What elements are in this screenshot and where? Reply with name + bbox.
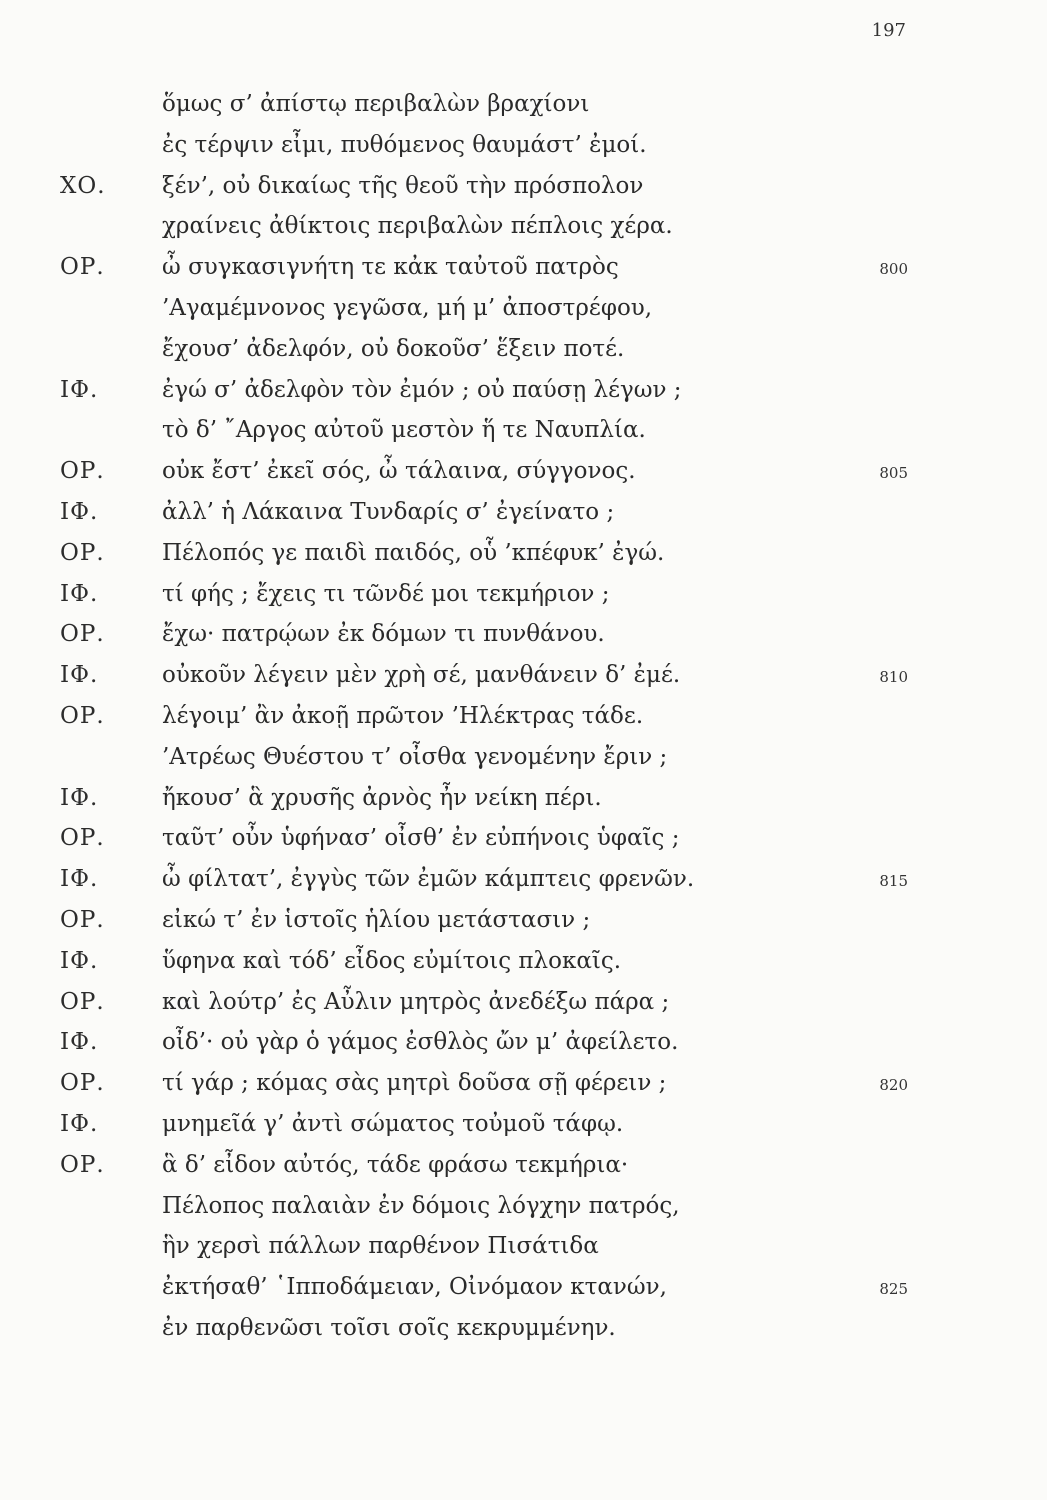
verse-text-line: ξέν’, οὐ δικαίως τῆς θεοῦ τὴν πρόσπολον — [162, 172, 644, 199]
speaker-label: ΙΦ. — [60, 580, 99, 607]
verse-line — [60, 1022, 940, 1063]
line-number: 810 — [879, 668, 908, 687]
verse-text-line: ὕφηνα καὶ τόδ’ εἶδος εὐμίτοις πλοκαῖς. — [162, 947, 622, 974]
verse-text-line: Πέλοπός γε παιδὶ παιδός, οὗ ’κπέφυκ’ ἐγώ. — [162, 539, 665, 566]
speaker-label: ΟΡ. — [60, 702, 105, 729]
speaker-label: ΟΡ. — [60, 254, 105, 281]
verse-text-line: χραίνεις ἀθίκτοις περιβαλὼν πέπλοις χέρα. — [162, 213, 673, 240]
verse-text-line: ’Ατρέως Θυέστου τ’ οἶσθα γενομένην ἔριν ; — [162, 743, 668, 770]
verse-text-line: καὶ λούτρ’ ἐς Αὖλιν μητρὸς ἀνεδέξω πάρα ; — [162, 988, 670, 1015]
page-number: 197 — [871, 20, 906, 41]
verse-line — [60, 370, 940, 411]
speaker-label: ΟΡ. — [60, 825, 105, 852]
speaker-label: ΙΦ. — [60, 376, 99, 403]
verse-line — [60, 696, 940, 737]
verse-text-line: λέγοιμ’ ἂν ἀκοῇ πρῶτον ’Ηλέκτρας τάδε. — [162, 702, 644, 729]
line-number: 820 — [879, 1076, 908, 1095]
verse-line — [60, 778, 940, 819]
verse-text — [60, 84, 940, 1349]
speaker-label: ΙΦ. — [60, 498, 99, 525]
speaker-label: ΙΦ. — [60, 947, 99, 974]
verse-line — [60, 1186, 940, 1227]
speaker-label: ΟΡ. — [60, 1151, 105, 1178]
verse-line — [60, 492, 940, 533]
speaker-label: ΟΡ. — [60, 906, 105, 933]
verse-line — [60, 1104, 940, 1145]
speaker-label: ΙΦ. — [60, 866, 99, 893]
line-number: 825 — [879, 1280, 908, 1299]
verse-line — [60, 982, 940, 1023]
verse-text-line: ὅμως σ’ ἀπίστῳ περιβαλὼν βραχίονι — [162, 91, 590, 117]
verse-text-line: οἶδ’· οὐ γὰρ ὁ γάμος ἐσθλὸς ὤν μ’ ἀφείλετο. — [162, 1029, 679, 1056]
verse-text-line: ἀλλ’ ἡ Λάκαινα Τυνδαρίς σ’ ἐγείνατο ; — [162, 498, 615, 525]
verse-line — [60, 1308, 940, 1349]
speaker-label: ΙΦ. — [60, 1029, 99, 1056]
verse-text-line: εἰκώ τ’ ἐν ἱστοῖς ἡλίου μετάστασιν ; — [162, 906, 591, 933]
verse-line — [60, 1145, 940, 1186]
speaker-label: ΟΡ. — [60, 621, 105, 648]
speaker-label: ΧΟ. — [60, 172, 106, 199]
verse-text-line: ἣν χερσὶ πάλλων παρθένον Πισάτιδα — [162, 1233, 599, 1260]
verse-line — [60, 166, 940, 207]
verse-line — [60, 288, 940, 329]
verse-line — [60, 614, 940, 655]
speaker-label: ΙΦ. — [60, 662, 99, 689]
verse-text-line: ἐκτήσαθ’ ῾Ιπποδάμειαν, Οἰνόμαον κτανών, — [162, 1274, 667, 1301]
verse-line — [60, 247, 940, 288]
verse-text-line: τί γάρ ; κόμας σὰς μητρὶ δοῦσα σῇ φέρειν ; — [162, 1070, 667, 1097]
line-number: 805 — [879, 464, 908, 483]
verse-line — [60, 410, 940, 451]
verse-line — [60, 206, 940, 247]
verse-text-line: ταῦτ’ οὖν ὑφήνασ’ οἶσθ’ ἐν εὐπήνοις ὑφαῖς ; — [162, 825, 680, 852]
verse-text-line: οὐκ ἔστ’ ἐκεῖ σός, ὦ τάλαινα, σύγγονος. — [162, 458, 636, 485]
verse-text-line: ἐγώ σ’ ἀδελφὸν τὸν ἐμόν ; οὐ παύσῃ λέγων ; — [162, 376, 682, 403]
verse-line — [60, 1226, 940, 1267]
verse-line — [60, 941, 940, 982]
speaker-label: ΟΡ. — [60, 458, 105, 485]
verse-text-line: ’Αγαμέμνονος γεγῶσα, μή μ’ ἀποστρέφου, — [162, 294, 653, 321]
verse-line — [60, 655, 940, 696]
verse-line — [60, 451, 940, 492]
verse-text-line: ὦ φίλτατ’, ἐγγὺς τῶν ἐμῶν κάμπτεις φρενῶν. — [162, 866, 695, 893]
verse-text-line: τὸ δ’ ῎Αργος αὐτοῦ μεστὸν ἥ τε Ναυπλία. — [162, 417, 646, 444]
verse-text-line: Πέλοπος παλαιὰν ἐν δόμοις λόγχην πατρός, — [162, 1192, 680, 1219]
verse-text-line: οὐκοῦν λέγειν μὲν χρὴ σέ, μανθάνειν δ’ ἐμέ. — [162, 662, 681, 689]
verse-text-line: ἃ δ’ εἶδον αὐτός, τάδε φράσω τεκμήρια· — [162, 1151, 629, 1178]
verse-line — [60, 1267, 940, 1308]
verse-text-line: ἤκουσ’ ἃ χρυσῆς ἀρνὸς ἦν νείκη πέρι. — [162, 784, 602, 811]
verse-text-line: ἔχουσ’ ἀδελφόν, οὐ δοκοῦσ’ ἕξειν ποτέ. — [162, 335, 625, 362]
speaker-label: ΙΦ. — [60, 784, 99, 811]
verse-line — [60, 84, 940, 125]
line-number: 815 — [879, 872, 908, 891]
verse-line — [60, 818, 940, 859]
verse-text-line: ὦ συγκασιγνήτη τε κἀκ ταὐτοῦ πατρὸς — [162, 254, 619, 281]
verse-text-line: ἐν παρθενῶσι τοῖσι σοῖς κεκρυμμένην. — [162, 1314, 616, 1341]
verse-line — [60, 859, 940, 900]
verse-line — [60, 900, 940, 941]
verse-line — [60, 737, 940, 778]
speaker-label: ΟΡ. — [60, 1070, 105, 1097]
verse-text-line: μνημεῖά γ’ ἀντὶ σώματος τοὐμοῦ τάφῳ. — [162, 1110, 624, 1137]
verse-line — [60, 329, 940, 370]
speaker-label: ΟΡ. — [60, 988, 105, 1015]
verse-text-line: ἐς τέρψιν εἶμι, πυθόμενος θαυμάστ’ ἐμοί. — [162, 131, 647, 158]
speaker-label: ΙΦ. — [60, 1110, 99, 1137]
line-number: 800 — [879, 260, 908, 279]
verse-line — [60, 1063, 940, 1104]
verse-text-line: τί φής ; ἔχεις τι τῶνδέ μοι τεκμήριον ; — [162, 580, 610, 607]
verse-line — [60, 533, 940, 574]
speaker-label: ΟΡ. — [60, 539, 105, 566]
verse-line — [60, 574, 940, 615]
verse-line — [60, 125, 940, 166]
verse-text-line: ἔχω· πατρῴων ἐκ δόμων τι πυνθάνου. — [162, 621, 605, 648]
